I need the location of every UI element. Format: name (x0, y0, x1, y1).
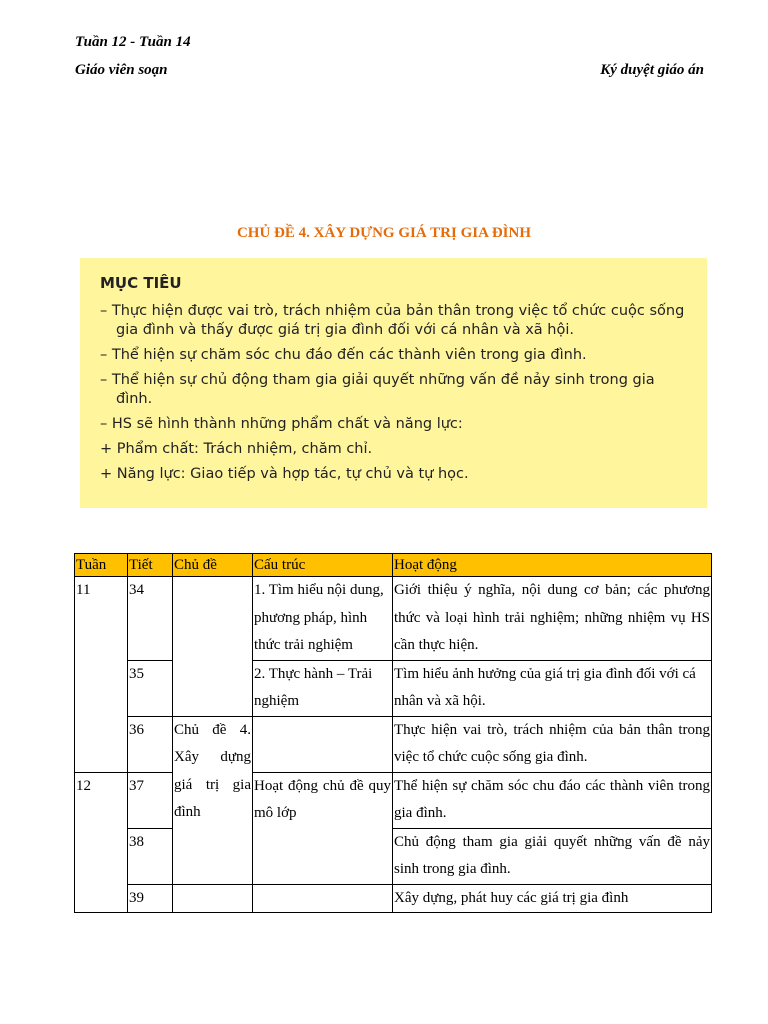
structure-cell: 2. Thực hành – Trải nghiệm (253, 660, 393, 716)
objective-item: + Năng lực: Giao tiếp và hợp tác, tự chủ và tự học. (100, 466, 469, 482)
week-cell: 11 (75, 577, 128, 773)
table-row (75, 828, 712, 884)
table-header-row (75, 554, 712, 577)
structure-cell-empty (253, 884, 393, 913)
activity-cell: Xây dựng, phát huy các giá trị gia đình (393, 884, 712, 913)
period-cell: 34 (128, 577, 173, 661)
period-cell: 35 (128, 660, 173, 716)
objective-item: – Thể hiện sự chăm sóc chu đáo đến các thành viên trong gia đình. (100, 347, 587, 363)
header-structure: Cấu trúc (253, 554, 393, 577)
objective-item: – Thực hiện được vai trò, trách nhiệm của bản thân trong việc tổ chức cuộc sống gia đình và thấy được giá trị gia đình đối với cá nhân và xã hội. (100, 303, 685, 338)
objectives-box (80, 258, 707, 508)
teacher-label: Giáo viên soạn (75, 62, 168, 78)
header-activity: Hoạt động (393, 554, 712, 577)
table-row (75, 660, 712, 716)
structure-cell-empty (253, 716, 393, 772)
table-row (75, 884, 712, 913)
topic-title: CHỦ ĐỀ 4. XÂY DỰNG GIÁ TRỊ GIA ĐÌNH (236, 225, 532, 241)
activity-cell: Thực hiện vai trò, trách nhiệm của bản thân trong việc tổ chức cuộc sống gia đình. (393, 716, 712, 772)
lesson-plan-table (74, 553, 712, 913)
header-topic: Chủ đề (173, 554, 253, 577)
topic-cell-empty (173, 884, 253, 913)
objectives-heading: MỤC TIÊU (100, 274, 182, 292)
activity-cell: Thể hiện sự chăm sóc chu đáo các thành viên trong gia đình. (393, 772, 712, 828)
period-cell: 38 (128, 828, 173, 884)
week-range: Tuần 12 - Tuần 14 (75, 34, 191, 50)
table-row (75, 577, 712, 661)
period-cell: 37 (128, 772, 173, 828)
period-cell: 36 (128, 716, 173, 772)
activity-cell: Tìm hiểu ảnh hưởng của giá trị gia đình đối với cá nhân và xã hội. (393, 660, 712, 716)
approval-label: Ký duyệt giáo án (600, 62, 704, 78)
header-week: Tuần (75, 554, 128, 577)
activity-cell: Giới thiệu ý nghĩa, nội dung cơ bản; các phương thức và loại hình trải nghiệm; những nhiệm vụ HS cần thực hiện. (393, 577, 712, 661)
structure-cell: Hoạt động chủ đề quy mô lớp (253, 772, 393, 884)
table-row (75, 772, 712, 828)
period-cell: 39 (128, 884, 173, 913)
topic-cell-empty (173, 577, 253, 717)
activity-cell: Chủ động tham gia giải quyết những vấn đề nảy sinh trong gia đình. (393, 828, 712, 884)
objective-item: – HS sẽ hình thành những phẩm chất và năng lực: (100, 416, 463, 432)
objective-item: – Thể hiện sự chủ động tham gia giải quyết những vấn đề nảy sinh trong gia đình. (100, 372, 655, 407)
topic-cell: Chủ đề 4. Xây dựng giá trị gia đình (173, 716, 253, 884)
objective-item: + Phẩm chất: Trách nhiệm, chăm chỉ. (100, 441, 373, 457)
structure-cell: 1. Tìm hiểu nội dung, phương pháp, hình thức trải nghiệm (253, 577, 393, 661)
week-cell: 12 (75, 772, 128, 913)
header-period: Tiết (128, 554, 173, 577)
table-row (75, 716, 712, 772)
